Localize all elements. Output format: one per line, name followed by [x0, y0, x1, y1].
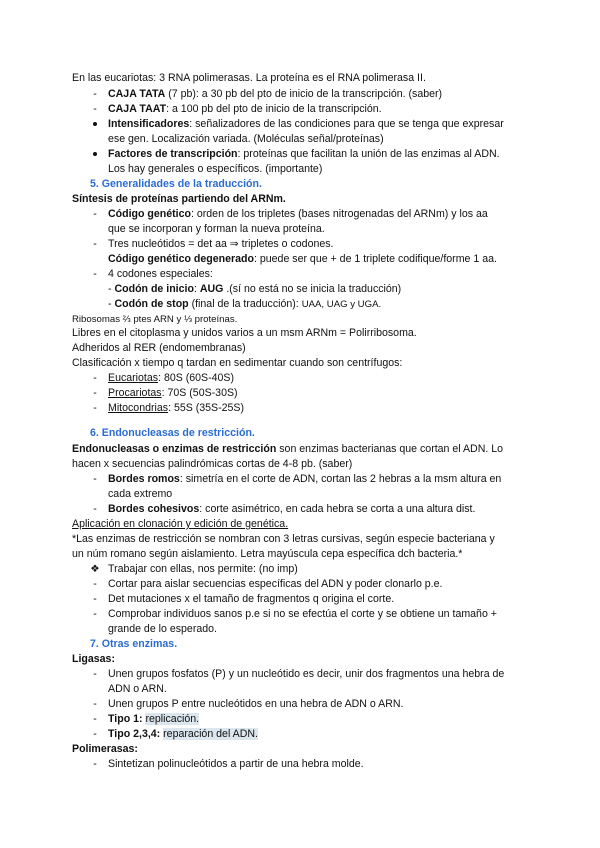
codon-inicio-code: AUG	[199, 283, 224, 295]
dash-marker: -	[93, 387, 97, 399]
codigo-degenerado-label: Código genético degenerado	[108, 253, 254, 265]
dash-marker: -	[93, 208, 97, 220]
bordes-romos-label: Bordes romos	[108, 473, 180, 485]
intro-text: En las eucariotas: 3 RNA polimerasas. La proteína es el RNA polimerasa II.	[72, 72, 426, 84]
bordes-romos-item	[108, 473, 501, 486]
intensificadores-text-cont: ese gen. Localización variada. (Moléculas señal/proteínas)	[108, 133, 384, 145]
endonucleasas-text-cont: hacen x secuencias palindrómicas cortas de 4-8 pb. (saber)	[72, 458, 353, 470]
mitocondrias-text: : 55S (35S-25S)	[168, 402, 245, 414]
ligasas-item-1-cont: ADN o ARN.	[108, 683, 167, 695]
polimerasas-heading: Polimerasas:	[72, 743, 138, 755]
clasificacion-text: Clasificación x tiempo q tardan en sedimentar cuando son centrífugos:	[72, 357, 403, 369]
intensificadores-item	[108, 118, 504, 131]
codigo-genetico-text-cont: que se incorporan y forman la nueva proteína.	[108, 223, 325, 235]
codon-inicio-prefix: -	[108, 283, 115, 295]
endonucleasas-label: Endonucleasas o enzimas de restricción	[72, 443, 277, 455]
dash-marker: -	[93, 593, 97, 605]
dash-marker: -	[93, 473, 97, 485]
caja-tata-text: (7 pb): a 30 pb del pto de inicio de la transcripción. (saber)	[165, 88, 443, 100]
ligasas-item-1: Unen grupos fosfatos (P) y un nucleótido es decir, unir dos fragmentos una hebra de	[108, 668, 505, 680]
dash-marker: -	[93, 402, 97, 414]
tipo-234-label: Tipo 2,3,4:	[108, 728, 164, 740]
codigo-genetico-item	[108, 208, 488, 221]
dash-marker: -	[93, 372, 97, 384]
mitocondrias-item	[108, 402, 244, 415]
codon-inicio-text: .(sí no está no se inicia la traducción)	[223, 283, 402, 295]
codon-stop-codes: UAA, UAG y UGA.	[301, 299, 382, 310]
tipo-1-item	[108, 713, 199, 726]
diamond-bullet-icon: ❖	[90, 563, 100, 575]
eucariotas-text: : 80S (60S-40S)	[158, 372, 235, 384]
codon-stop-prefix: -	[108, 298, 115, 310]
tipo-1-text: replicación.	[145, 713, 200, 725]
dash-marker: -	[93, 103, 97, 115]
ligasas-heading: Ligasas:	[72, 653, 115, 665]
dash-marker: -	[93, 238, 97, 250]
bordes-cohesivos-text: : corte asimétrico, en cada hebra se corta a una altura dist.	[199, 503, 476, 515]
factores-text: : proteínas que facilitan la unión de las enzimas al ADN.	[237, 148, 500, 160]
tipo-234-item	[108, 728, 258, 741]
polimerasas-item-1: Sintetizan polinucleótidos a partir de una hebra molde.	[108, 758, 364, 770]
codon-stop-text: (final de la traducción):	[188, 298, 302, 310]
codon-stop-label: Codón de stop	[114, 298, 189, 310]
dash-marker: -	[93, 698, 97, 710]
comprobar-text-cont: grande de lo esperado.	[108, 623, 217, 635]
bullet-dot	[90, 118, 100, 131]
tipo-234-text: reparación del ADN.	[163, 728, 258, 740]
section-5-heading: 5. Generalidades de la traducción.	[90, 178, 262, 190]
codon-inicio-label: Codón de inicio	[114, 283, 194, 295]
tres-nucleotidos-text: Tres nucleótidos = det aa ⇒ tripletes o codones.	[108, 238, 334, 250]
trabajar-text: Trabajar con ellas, nos permite: (no imp)	[108, 563, 298, 575]
comprobar-text: Comprobar individuos sanos p.e si no se efectúa el corte y se obtiene un tamaño +	[108, 608, 497, 620]
intensificadores-label: Intensificadores	[108, 118, 190, 130]
section-6-heading: 6. Endonucleasas de restricción.	[90, 427, 255, 439]
bordes-cohesivos-item	[108, 503, 475, 516]
libres-text: Libres en el citoplasma y unidos varios a un msm ARNm = Polirribosoma.	[72, 327, 417, 339]
aplicacion-heading: Aplicación en clonación y edición de genética.	[72, 518, 289, 530]
caja-tata-item	[108, 88, 442, 101]
caja-taat-text: : a 100 pb del pto de inicio de la transcripción.	[166, 103, 382, 115]
codon-inicio-sep: :	[193, 283, 200, 295]
caja-tata-label: CAJA TATA	[108, 88, 166, 100]
dash-marker: -	[93, 728, 97, 740]
codigo-genetico-text: : orden de los tripletes (bases nitrogenadas del ARNm) y los aa	[190, 208, 488, 220]
caja-taat-item	[108, 103, 382, 116]
ligasas-item-2: Unen grupos P entre nucleótidos en una hebra de ADN o ARN.	[108, 698, 404, 710]
eucariotas-item	[108, 372, 234, 385]
section-7-heading: 7. Otras enzimas.	[90, 638, 178, 650]
factores-text-cont: Los hay generales o específicos. (importante)	[108, 163, 323, 175]
bordes-romos-text-cont: cada extremo	[108, 488, 173, 500]
factores-label: Factores de transcripción	[108, 148, 238, 160]
codigo-degenerado-item	[108, 253, 497, 266]
nota-text: *Las enzimas de restricción se nombran con 3 letras cursivas, según especie bacteriana y	[72, 533, 495, 545]
dash-marker: -	[93, 88, 97, 100]
adheridos-text: Adheridos al RER (endomembranas)	[72, 342, 246, 354]
dash-marker: -	[93, 608, 97, 620]
ribosomas-text: Ribosomas ⅔ ptes ARN y ⅓ proteínas.	[72, 314, 238, 325]
bullet-dot	[90, 148, 100, 161]
tipo-1-label: Tipo 1:	[108, 713, 146, 725]
intensificadores-text: : señalizadores de las condiciones para que se tenga que expresar	[189, 118, 504, 130]
mitocondrias-label: Mitocondrias	[108, 402, 169, 414]
det-mutaciones-text: Det mutaciones x el tamaño de fragmentos q origina el corte.	[108, 593, 395, 605]
bordes-romos-text: : simetría en el corte de ADN, cortan las 2 hebras a la msm altura en	[179, 473, 502, 485]
procariotas-text: : 70S (50S-30S)	[161, 387, 238, 399]
codon-stop-item	[108, 298, 381, 311]
dash-marker: -	[93, 503, 97, 515]
dash-marker: -	[93, 758, 97, 770]
cuatro-codones-text: 4 codones especiales:	[108, 268, 213, 280]
procariotas-item	[108, 387, 238, 400]
cortar-text: Cortar para aislar secuencias específicas del ADN y poder clonarlo p.e.	[108, 578, 443, 590]
endonucleasas-text: son enzimas bacterianas que cortan el ADN. Lo	[276, 443, 504, 455]
codigo-genetico-label: Código genético	[108, 208, 191, 220]
dash-marker: -	[93, 668, 97, 680]
codon-inicio-item	[108, 283, 401, 296]
dash-marker: -	[93, 713, 97, 725]
section-5-subheading: Síntesis de proteínas partiendo del ARNm.	[72, 193, 286, 205]
dash-marker: -	[93, 268, 97, 280]
endonucleasas-intro	[72, 443, 503, 456]
factores-item	[108, 148, 500, 161]
dash-marker: -	[93, 578, 97, 590]
codigo-degenerado-text: : puede ser que + de 1 triplete codifique/forme 1 aa.	[253, 253, 497, 265]
bordes-cohesivos-label: Bordes cohesivos	[108, 503, 200, 515]
procariotas-label: Procariotas	[108, 387, 162, 399]
eucariotas-label: Eucariotas	[108, 372, 159, 384]
caja-taat-label: CAJA TAAT	[108, 103, 167, 115]
nota-text-cont: un núm romano según aislamiento. Letra mayúscula cepa específica dch bacteria.*	[72, 548, 463, 560]
